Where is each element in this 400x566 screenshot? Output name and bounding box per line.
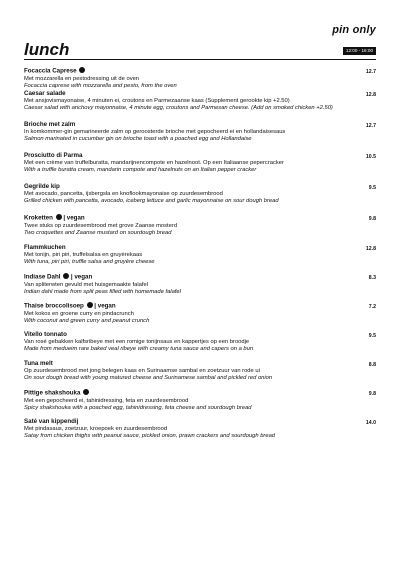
item-price: 12.7 (365, 123, 376, 129)
item-name (24, 273, 376, 282)
item-description-nl: Met ansjovismayonaise, 4 minuten ei, croutons en Parmezaanse kaas (Supplement gerookte kip +2.50) (24, 98, 290, 104)
item-suffix: | vegan (92, 302, 116, 310)
title-row (24, 41, 376, 60)
item-price: 12.8 (365, 92, 376, 98)
item-description-nl: In komkommer-gin gemarineerde zalm op geroosterde brioche met gepocheerd ei en hollandaisesaus (24, 129, 286, 135)
item-name (24, 152, 376, 160)
item-description-en: With tuna, piri piri, truffle salsa and gruyère cheese (24, 259, 155, 265)
item-description-en: Two croquettes and Zaanse mustard on sourdough bread (24, 229, 172, 236)
item-description-nl: Op zuurdesembrood met jong belegen kaas en Surinaamse sambal en zoetzuur van rode ui (24, 368, 260, 374)
item-name-text: Indiase Dahl (24, 273, 61, 281)
item-name-text: Kroketten (24, 214, 53, 222)
item-price: 8.3 (368, 275, 376, 281)
top-label: pin only (332, 24, 376, 36)
menu-item (24, 389, 376, 412)
menu-item (24, 418, 376, 440)
item-description-nl: Met een crème van truffelburatta, mandarijnencompote en hazelnoot. Op een Italiaanse pepercracker (24, 160, 284, 166)
vegetarian-icon (83, 389, 89, 395)
item-description-en: Spicy shakshouka with a poached egg, tahinidressing, feta cheese and sourdough bread (24, 404, 252, 411)
item-price: 7.2 (368, 304, 376, 310)
item-name (24, 418, 376, 426)
time-badge: 12:00 - 16:00 (343, 47, 376, 55)
item-name-text: Thaise broccolisoep (24, 302, 84, 310)
item-name-text: Prosciutto di Parma (24, 152, 83, 159)
item-description-nl: Met pindasaus, zoetzuur, kroepoek en zuurdesembrood (24, 426, 168, 432)
menu-item (24, 90, 376, 112)
item-description-nl: Van rosé gebakken kalfsribeye met een romige tonijnsaus en kappertjes op een broodje (24, 339, 250, 345)
vegetarian-icon (79, 67, 85, 73)
item-price: 8.8 (368, 362, 376, 368)
menu-item (24, 331, 376, 353)
item-name (24, 360, 376, 368)
item-name (24, 67, 376, 76)
item-name (24, 183, 376, 191)
item-name (24, 389, 376, 398)
item-name-text: Brioche met zalm (24, 121, 76, 128)
item-description-nl: Met avocado, pancetta, ijsbergsla en knoflookmayonaise op zuurdesembrood (24, 191, 223, 197)
item-name-text: Saté van kippendij (24, 418, 79, 425)
item-description-en: Indian dahl made from split peas filled with homemade falafel (24, 288, 181, 295)
menu-item (24, 244, 376, 266)
item-suffix: | vegan (69, 273, 93, 281)
menu-item (24, 67, 376, 90)
item-name-text: Vitello tonnato (24, 331, 67, 338)
item-name (24, 121, 376, 129)
item-description-en: Caesar salad with anchovy mayonnaise, 4 minute egg, croutons and Parmesan cheese. (Add on smoked chicken +2.50) (24, 105, 333, 111)
item-name-text: Flammkuchen (24, 244, 66, 251)
item-price: 9.8 (368, 216, 376, 222)
item-suffix: | vegan (61, 214, 85, 222)
item-description-en: Grilled chicken with pancetta, avocado, iceberg lettuce and garlic mayonnaise on sour dough bread (24, 198, 279, 204)
item-name-text: Focaccia Caprese (24, 67, 77, 75)
item-name (24, 302, 376, 311)
item-description-en: Salmon marinated in cucumber gin on brioche toast with a poached egg and Hollandaise (24, 136, 252, 142)
item-description-nl: Met tonijn, piri piri, truffelsalsa en gruyèrekaas (24, 252, 143, 258)
item-description-nl: Met een gepocheerd ei, tahinidressing, feta en zuurdesembrood (24, 397, 189, 404)
item-price: 9.5 (368, 185, 376, 191)
menu-item (24, 273, 376, 296)
item-description-nl: Van spliterwten gevuld met huisgemaakte falafel (24, 281, 148, 288)
item-name-text: Caesar salade (24, 90, 66, 97)
menu-item (24, 302, 376, 325)
item-description-nl: Met kokos en groene curry en pindacrunch (24, 310, 134, 317)
item-price: 10.5 (365, 154, 376, 160)
item-name (24, 244, 376, 252)
item-description-en: With coconut and green curry and peanut crunch (24, 317, 150, 324)
item-name (24, 90, 376, 98)
item-description-en: Focaccia caprese with mozzarella and pesto, from the oven (24, 82, 177, 89)
item-description-en: With a truffle buratta cream, mandarin compote and hazelnuts on an Italian pepper cracker (24, 167, 257, 173)
menu-item (24, 152, 376, 174)
item-name (24, 214, 376, 223)
item-price: 12.7 (365, 69, 376, 75)
item-description-en: Satay from chicken thighs with peanut sauce, pickled onion, prawn crackers and sourdough bread (24, 433, 276, 439)
item-description-nl: Twee stuks op zuurdesembrood met grove Zaanse mosterd (24, 222, 178, 229)
item-description-nl: Met mozzarella en pestodressing uit de oven (24, 75, 140, 82)
menu-item (24, 121, 376, 143)
item-price: 12.8 (365, 246, 376, 252)
item-price: 14.0 (365, 420, 376, 426)
item-name-text: Pittige shakshouka (24, 389, 81, 397)
menu-item (24, 214, 376, 237)
item-name (24, 331, 376, 339)
item-price: 9.8 (368, 391, 376, 397)
item-name-text: Tuna melt (24, 360, 53, 367)
menu-item (24, 360, 376, 382)
item-description-en: On sour dough bread with young matured cheese and Surinamese sambal and pickled red onion (24, 375, 273, 381)
item-name-text: Gegrilde kip (24, 183, 60, 190)
item-description-en: Made from medueim rare baked veal ribeye with creamy tuna sauce and capers on a bun (24, 346, 254, 352)
menu-item (24, 183, 376, 205)
page-title: lunch (24, 40, 70, 59)
item-price: 9.5 (368, 333, 376, 339)
